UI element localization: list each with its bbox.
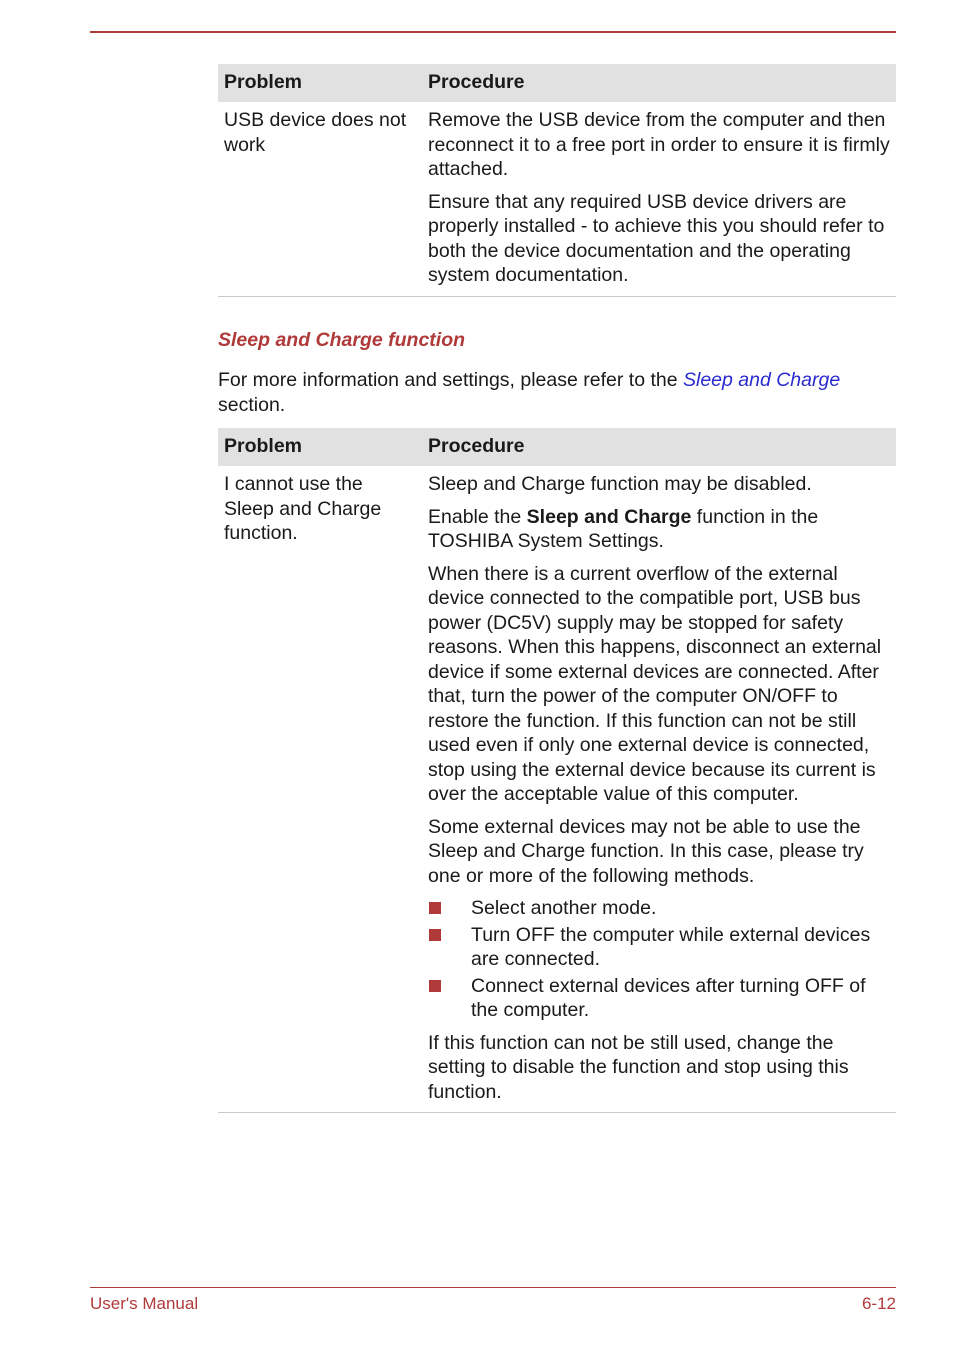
- bold-text: Sleep and Charge: [526, 505, 692, 528]
- procedure-paragraph: If this function can not be still used, change the setting to disable the function and stop using this function.: [428, 1031, 849, 1103]
- list-item-text: Select another mode.: [471, 897, 657, 919]
- table-header-row: [218, 64, 896, 102]
- section-heading: Sleep and Charge function: [218, 329, 466, 351]
- square-bullet-icon: [429, 980, 441, 992]
- header-procedure: Procedure: [422, 64, 896, 102]
- table-row: [218, 102, 896, 296]
- procedure-paragraph: Ensure that any required USB device drivers are properly installed - to achieve this you should refer to both the device documentation and the operating system documentation.: [428, 190, 885, 286]
- intro-text-end: section.: [218, 393, 286, 416]
- page-number: 6-12: [861, 1294, 896, 1313]
- header-problem: Problem: [218, 428, 422, 466]
- bottom-rule: [90, 1287, 896, 1288]
- sleep-charge-troubleshooting-table: [218, 428, 896, 1113]
- square-bullet-icon: [429, 929, 441, 941]
- procedure-paragraph: Remove the USB device from the computer and then reconnect it to a free port in order to ensure it is firmly attached.: [428, 109, 890, 180]
- top-rule: [90, 31, 896, 33]
- square-bullet-icon: [429, 902, 441, 914]
- list-item-text: Turn OFF the computer while external devices are connected.: [471, 923, 871, 970]
- table-header-row: [218, 428, 896, 466]
- procedure-paragraph: Some external devices may not be able to use the Sleep and Charge function. In this case, please try one or more of the following methods.: [428, 815, 864, 887]
- list-item: [428, 896, 890, 921]
- sleep-and-charge-link[interactable]: Sleep and Charge: [682, 369, 841, 391]
- procedure-paragraph: [428, 505, 890, 554]
- procedure-paragraph: Sleep and Charge function may be disabled.: [428, 473, 812, 495]
- text: Enable the: [428, 505, 527, 528]
- table-row: [218, 466, 896, 1113]
- footer-title: User's Manual: [90, 1294, 199, 1313]
- list-item: [428, 974, 890, 1023]
- list-item-text: Connect external devices after turning OFF of the computer.: [471, 974, 866, 1021]
- header-problem: Problem: [218, 64, 422, 102]
- list-item: [428, 923, 890, 972]
- procedure-cell: [422, 102, 896, 296]
- procedure-paragraph: When there is a current overflow of the external device connected to the compatible port, USB bus power (DC5V) supply may be stopped for safety reasons. When this happens, disconnect an external device if some external devices are connected. After that, turn the power of the computer ON/OFF to restore the function. If this function can not be still used even if only one external device is connected, stop using the external device because its current is over the acceptable value of this computer.: [428, 562, 882, 805]
- usb-troubleshooting-table: [218, 64, 896, 297]
- section-intro: [218, 368, 896, 417]
- header-procedure: Procedure: [422, 428, 896, 466]
- problem-cell: I cannot use the Sleep and Charge function.: [218, 466, 422, 1113]
- text: function in the TOSHIBA System Settings.: [428, 505, 819, 552]
- procedure-cell: [422, 466, 896, 1113]
- intro-text: For more information and settings, please refer to the: [218, 369, 683, 391]
- problem-cell: USB device does not work: [218, 102, 422, 296]
- methods-list: [428, 896, 890, 1023]
